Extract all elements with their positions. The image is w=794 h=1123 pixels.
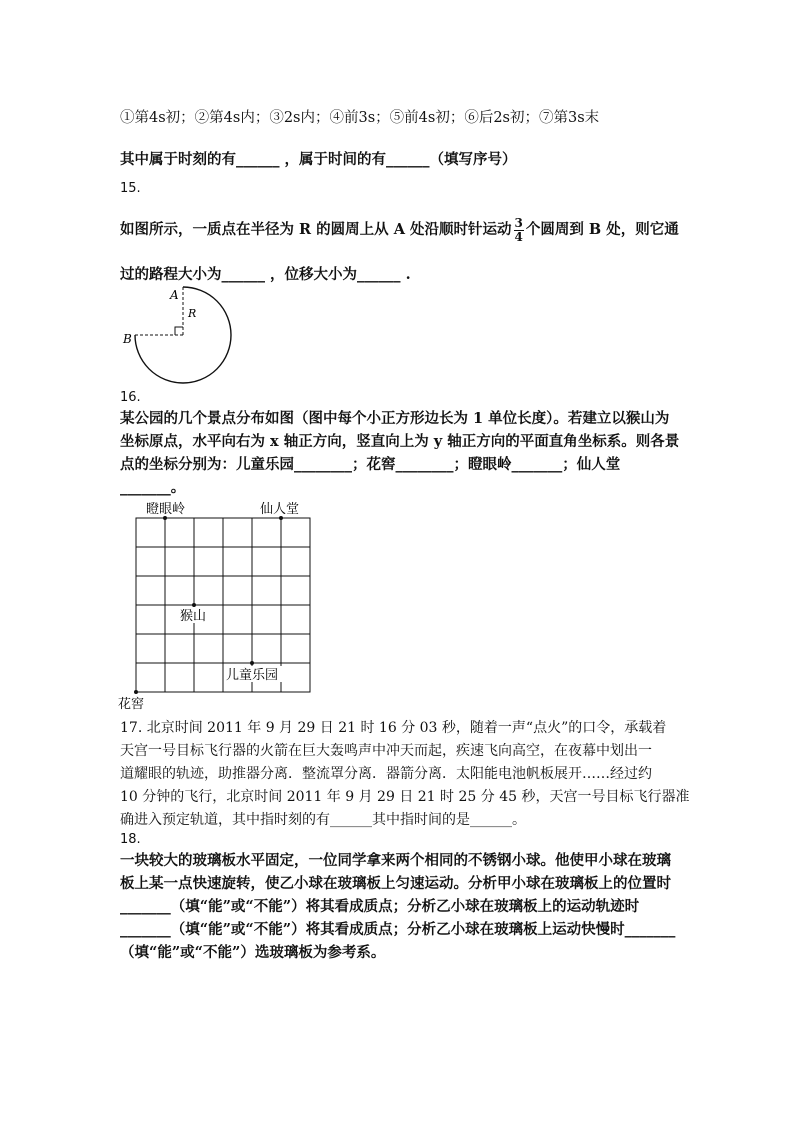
q16-text-line1: 某公园的几个景点分布如图（图中每个小正方形边长为 1 单位长度）。若建立以猴山为	[120, 410, 670, 427]
q15-text-line1	[120, 214, 679, 246]
q17-text-line1-body: 北京时间 2011 年 9 月 29 日 21 时 16 分 03 秒，随着一声“点火”的口令，承载着	[146, 720, 667, 736]
q15-fraction-numerator: 3	[514, 215, 523, 230]
q18-text-line5: （填“能”或“不能”）选玻璃板为参考系。	[120, 944, 386, 961]
q15-text-post: 个圆周到 B 处，则它通	[525, 221, 679, 238]
q15-fraction	[514, 217, 524, 244]
q16-number: 16.	[120, 390, 141, 405]
q15-text-pre: 如图所示，一质点在半径为 R 的圆周上从 A 处沿顺时针运动	[120, 221, 512, 238]
q16-text-line4: _______。	[120, 479, 186, 496]
q16-label-houshan: 猴山	[180, 609, 207, 624]
q17-text-line2: 天宫一号目标飞行器的火箭在巨大轰鸣声中冲天而起，疾速飞向高空，在夜幕中划出一	[120, 743, 652, 759]
q18-text-line2: 板上某一点快速旋转，使乙小球在玻璃板上匀速运动。分析甲小球在玻璃板上的位置时	[120, 875, 671, 892]
q18-text-line3: _______（填“能”或“不能”）将其看成质点；分析乙小球在玻璃板上的运动轨迹时	[120, 898, 640, 915]
q18-text-line1: 一块较大的玻璃板水平固定，一位同学拿来两个相同的不锈钢小球。他使甲小球在玻璃	[120, 852, 671, 869]
q16-label-dengyanling: 瞪眼岭	[146, 502, 186, 517]
q17-text-line5: 确进入预定轨道，其中指时刻的有______其中指时间的是______。	[120, 812, 526, 828]
q16-label-xianrentang: 仙人堂	[260, 502, 300, 517]
q16-park-map-figure	[118, 496, 318, 711]
q15-label-r: R	[188, 307, 197, 320]
q16-label-ertongleyuan: 儿童乐园	[226, 668, 279, 683]
q17-text-line4: 10 分钟的飞行，北京时间 2011 年 9 月 29 日 21 时 25 分 45 秒，天宫一号目标飞行器准	[120, 789, 690, 805]
q18-number: 18.	[120, 832, 141, 847]
q14-question-line: 其中属于时刻的有______ ，属于时间的有______（填写序号）	[120, 151, 517, 168]
q17-text-line1	[120, 719, 666, 737]
q16-text-line3: 点的坐标分别为：儿童乐园________；花窖________；瞪眼岭_______；仙人堂	[120, 456, 621, 473]
q15-label-a: A	[170, 288, 179, 302]
q16-point-houshan	[192, 603, 196, 607]
q16-text-line2: 坐标原点，水平向右为 x 轴正方向，竖直向上为 y 轴正方向的平面直角坐标系。则各景	[120, 433, 680, 450]
q15-text-line2: 过的路程大小为______ ，位移大小为______ .	[120, 266, 411, 283]
q15-number: 15.	[120, 181, 141, 196]
q16-label-huajiao: 花窖	[118, 697, 145, 711]
q17-text-line3: 道耀眼的轨迹，助推器分离．整流罩分离．器箭分离．太阳能电池帆板展开……经过约	[120, 766, 652, 782]
q16-point-ertongleyuan	[250, 661, 254, 665]
q15-right-angle-mark	[175, 327, 183, 335]
q14-options-line: ①第4s初；②第4s内；③2s内；④前3s；⑤前4s初；⑥后2s初；⑦第3s末	[120, 110, 600, 126]
q15-label-b: B	[123, 332, 132, 346]
q15-fraction-denominator: 4	[514, 229, 523, 244]
q15-circle-figure	[115, 280, 245, 390]
q16-point-huajiao	[134, 690, 138, 694]
q18-text-line4: _______（填“能”或“不能”）将其看成质点；分析乙小球在玻璃板上运动快慢时_______	[120, 921, 676, 938]
q16-grid	[136, 518, 310, 692]
q17-number: 17.	[120, 720, 143, 736]
